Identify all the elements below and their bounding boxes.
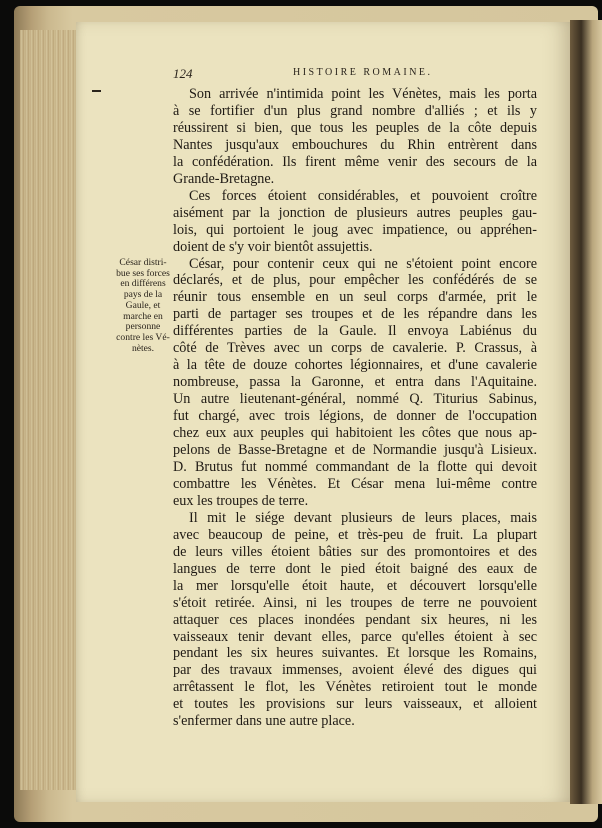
text-line: Grande-Bretagne. [173,170,275,187]
page-number: 124 [173,66,193,81]
text-line: Il mit le siége devant plusieurs de leurs places, mais [189,509,537,526]
paragraph [173,188,537,256]
text-line: s'enfermer dans une autre place. [173,713,355,730]
text-line: et toutes les provisions sur leurs vaisseaux, et alloient [173,696,537,713]
text-line: différentes parties de la Gaule. Il envoya Labiénus du [173,323,537,340]
text-line: avec beaucoup de peine, et très-peu de fruit. La plupart [173,526,537,543]
margin-mark [92,90,101,92]
marginal-note-line: César distri- [119,257,167,268]
text-line: côté de Trèves avec un corps de cavalerie. P. Crassus, à [173,340,537,357]
text-line: chez eux aux peuples qui habitoient les côtes que nous ap- [173,425,537,442]
text-line: pelons de Basse-Bretagne et de Normandie jusqu'à Lisieux. [173,442,537,459]
paragraph [173,256,537,510]
running-head [173,66,543,84]
marginal-note-line: en différens [120,278,166,290]
text-line: nombreuse, passa la Garonne, et entra dans l'Aquitaine. [173,374,537,391]
text-line: réussirent si bien, que tous les peuples de la côte depuis [173,119,537,136]
text-line: réunir tous ensemble en un seul corps d'armée, prit le [173,289,537,306]
text-line: Nantes jusqu'aux embouchures du Rhin entrèrent dans [173,136,537,153]
text-line: s'étoit retirée. Ainsi, ni les troupes de terre ne pouvoient [173,594,537,611]
text-line: arrêtassent le flot, les Vénètes retiroient tout le monde [173,679,537,696]
text-line: de leurs villes étoient bâties sur des promontoires et des [173,543,537,560]
marginal-note-line: Gaule, et [125,299,161,311]
book-gutter [570,20,602,804]
marginal-note-line: contre les Vé- [116,331,170,343]
text-line: pendant les six heures suivantes. Et lorsque les Romains, [173,645,537,662]
running-title: HISTOIRE ROMAINE. [293,67,433,78]
paragraph [173,86,537,188]
paragraph [173,510,537,730]
text-line: langues de terre dont le pied étoit baigné des eaux de [173,560,537,577]
text-line: Un autre lieutenant-général, nommé Q. Titurius Sabinus, [173,391,537,408]
text-line: attaquer ces places inondées pendant six heures, ni les [173,611,537,628]
text-line: fut chargé, avec trois légions, de donner de l'occupation [173,408,537,425]
marginal-note-line: nètes. [131,342,155,354]
text-line: César, pour contenir ceux qui ne s'étoient point encore [189,255,537,272]
text-line: à la tête de douze cohortes légionnaires, et d'une cavalerie [173,357,537,374]
text-line: vaisseaux tenir devant elles, parce qu'elles étoient à sec [173,628,537,645]
text-line: doient de s'y voir bientôt assujettis. [173,238,373,255]
marginal-note [114,258,172,354]
text-line: déclarés, et de plus, pour empêcher les confédérés de se [173,272,537,289]
body-text [173,86,537,730]
text-line: la confédération. Ils firent même venir des secours de la [173,153,537,170]
marginal-note-line: personne [125,321,161,333]
text-line: la mer lorsqu'elle étoit haute, et découvert lorsqu'elle [173,577,537,594]
text-line: combattre les Vénètes. Et César mena lui-même contre [173,475,537,492]
text-line: par des travaux immenses, avoient élevé des digues qui [173,662,537,679]
marginal-note-line: pays de la [123,289,163,301]
text-line: aisément par la jonction de plusieurs autres peuples gau- [173,204,537,221]
text-line: Ces forces étoient considérables, et pouvoient croître [189,187,537,204]
text-line: Son arrivée n'intimida point les Vénètes, mais les porta [189,86,537,102]
marginal-note-line: bue ses forces [116,267,170,279]
text-line: lois, qui portoient le joug avec impatience, ou appréhen- [173,221,537,238]
text-line: à se fortifier d'un plus grand nombre d'alliés ; et ils y [173,102,537,119]
text-line: D. Brutus fut nommé commandant de la flotte qui devoit [173,458,537,475]
text-line: eux les troupes de terre. [173,492,309,509]
marginal-note-line: marche en [123,310,163,322]
page-stack-edge [20,30,78,790]
text-line: parti de partager ses troupes et de les répandre dans les [173,306,537,323]
